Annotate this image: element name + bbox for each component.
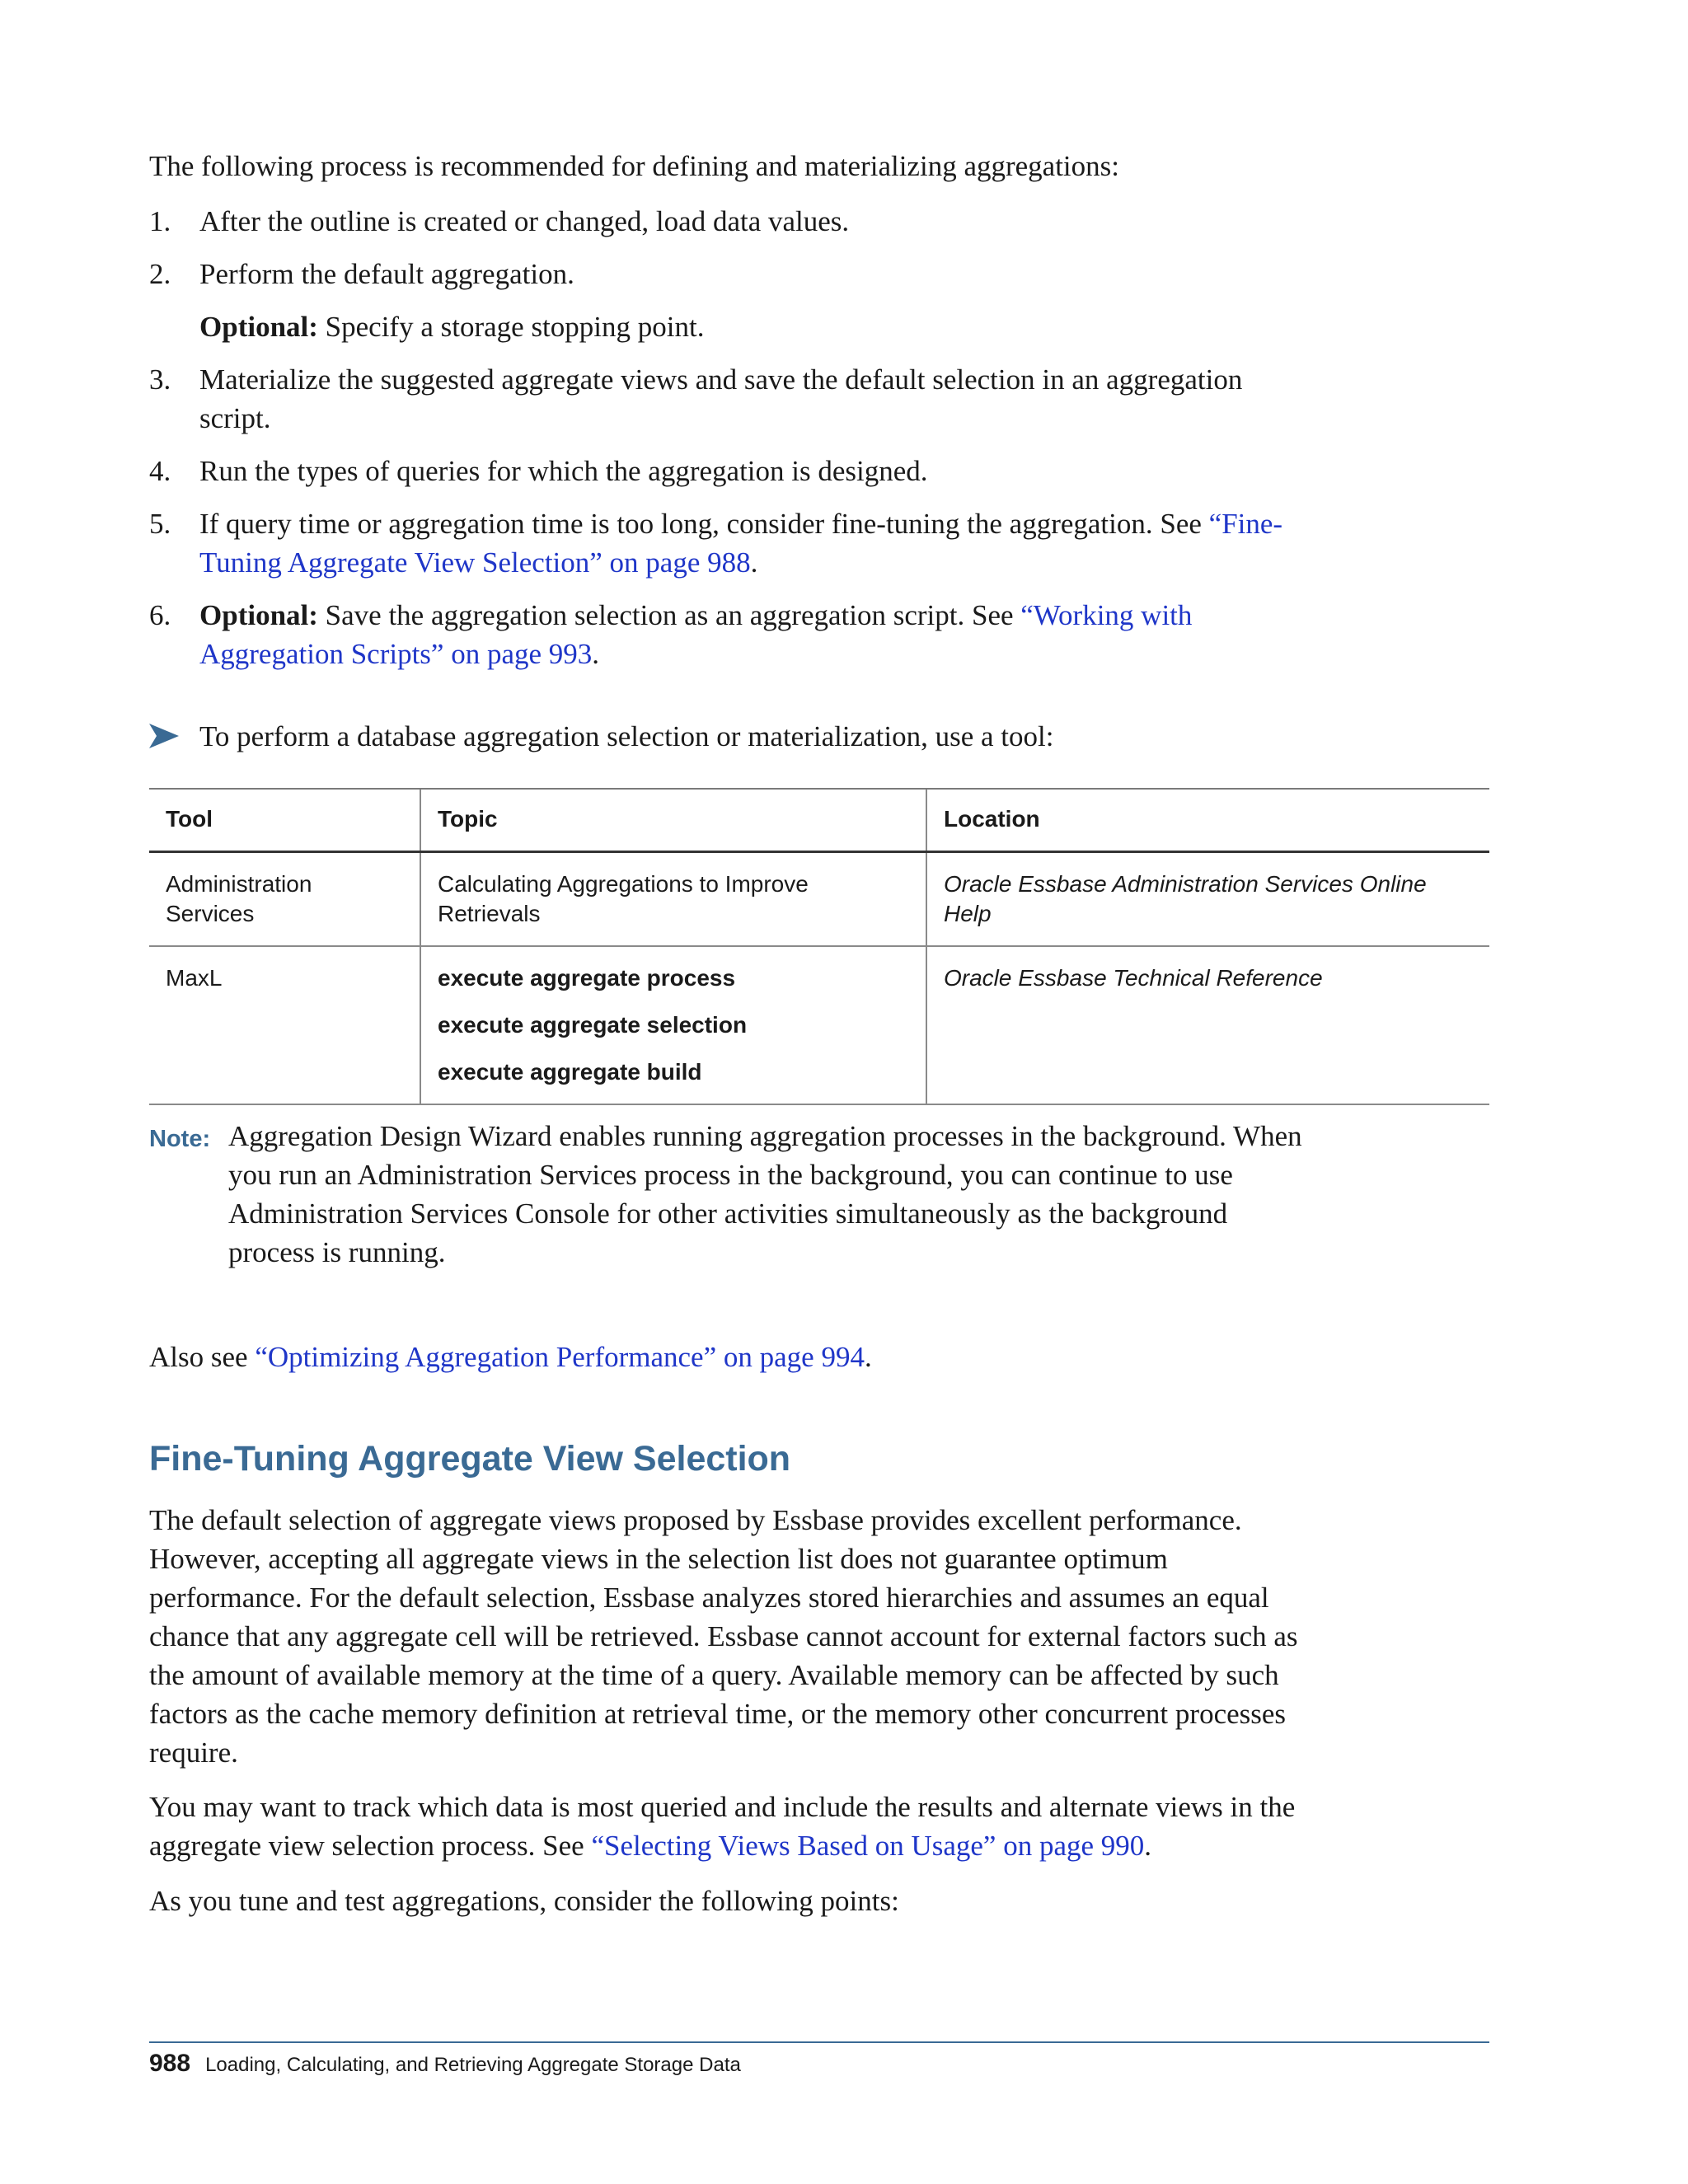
list-item [149, 504, 1320, 582]
maxl-command: execute aggregate process [438, 965, 736, 991]
column-header-topic: Topic [420, 789, 926, 852]
cell-tool: MaxL [149, 946, 420, 1104]
optional-substep [199, 307, 1320, 346]
list-item [149, 360, 1320, 438]
chapter-title: Loading, Calculating, and Retrieving Aggregate Storage Data [205, 2054, 741, 2076]
step-text: Save the aggregation selection as an aggregation script. See [317, 599, 1021, 631]
cell-location [926, 852, 1489, 947]
optimizing-performance-link[interactable]: “Optimizing Aggregation Performance” on page 994 [255, 1341, 865, 1373]
section-heading: Fine-Tuning Aggregate View Selection [149, 1439, 791, 1479]
table-header-row [149, 789, 1489, 852]
note-block [149, 1117, 1320, 1272]
note-text: Aggregation Design Wizard enables running aggregation processes in the background. When you run an Administration Services process in the background, you can continue to use Administration Services Console for other activities simultaneously as the background process is running. [228, 1120, 1302, 1268]
step-number: 2. [149, 258, 171, 290]
section-paragraph: As you tune and test aggregations, consider the following points: [149, 1885, 899, 1917]
step-number: 6. [149, 599, 171, 631]
note-label: Note: [149, 1126, 211, 1152]
step-text-end: . [750, 546, 758, 579]
step-number: 5. [149, 508, 171, 540]
table-row [149, 852, 1489, 947]
cell-tool: Administration Services [149, 852, 420, 947]
step-number: 1. [149, 205, 171, 237]
section-paragraph [149, 1788, 1320, 1865]
step-text: Run the types of queries for which the aggregation is designed. [199, 455, 928, 487]
selecting-views-link[interactable]: “Selecting Views Based on Usage” on page 990 [591, 1830, 1145, 1862]
column-header-tool: Tool [149, 789, 420, 852]
step-text: If query time or aggregation time is too long, consider fine-tuning the aggregation. See [199, 508, 1209, 540]
step-number: 4. [149, 455, 171, 487]
fine-tuning-link[interactable]: “Fine-Tuning Aggregate View Selection” on page 988 [199, 508, 1283, 579]
list-item [149, 596, 1320, 673]
step-text: Perform the default aggregation. [199, 258, 574, 290]
list-item [149, 255, 1320, 346]
arrow-right-icon [149, 724, 179, 748]
aggregation-scripts-link[interactable]: “Working with Aggregation Scripts” on page 993 [199, 599, 1193, 670]
step-number: 3. [149, 363, 171, 396]
table-row [149, 946, 1489, 1104]
also-see [149, 1338, 872, 1376]
paragraph-text-end: . [1144, 1830, 1152, 1862]
cell-topic: Calculating Aggregations to Improve Retrievals [420, 852, 926, 947]
location-text: Oracle Essbase Technical Reference [944, 965, 1323, 991]
section-paragraph: The default selection of aggregate views proposed by Essbase provides excellent performance. However, accepting all aggregate views in the selection list does not guarantee optimum performance. For the default selection, Essbase analyzes stored hierarchies and assumes an equal chance that any aggregate cell will be retrieved. Essbase cannot account for external factors such as the amount of available memory at the time of a query. Available memory can be affected by such factors as the cache memory definition at retrieval time, or the memory other concurrent processes require. [149, 1504, 1298, 1769]
page-footer [149, 2041, 1489, 2078]
maxl-command: execute aggregate selection [438, 1012, 748, 1038]
cell-topic [420, 946, 926, 1104]
tools-table [149, 788, 1489, 1105]
location-text: Oracle Essbase Administration Services Online Help [944, 871, 1427, 926]
optional-text: Specify a storage stopping point. [317, 311, 705, 343]
page-number: 988 [149, 2050, 191, 2077]
procedure-intro [149, 717, 1386, 756]
paragraph-text: You may want to track which data is most queried and include the results and alternate views in the aggregate view selection process. See [149, 1791, 1296, 1862]
intro-text: The following process is recommended for defining and materializing aggregations: [149, 150, 1119, 182]
optional-label: Optional: [199, 599, 318, 631]
also-see-suffix: . [864, 1341, 872, 1373]
steps-list [149, 202, 1320, 687]
step-text-end: . [592, 638, 600, 670]
procedure-text: To perform a database aggregation selection or materialization, use a tool: [199, 720, 1054, 752]
column-header-location: Location [926, 789, 1489, 852]
cell-location [926, 946, 1489, 1104]
step-text: Materialize the suggested aggregate views and save the default selection in an aggregation script. [199, 363, 1243, 434]
list-item [149, 202, 1320, 241]
also-see-prefix: Also see [149, 1341, 256, 1373]
maxl-command: execute aggregate build [438, 1059, 702, 1085]
list-item [149, 452, 1320, 490]
optional-label: Optional: [199, 311, 318, 343]
step-text: After the outline is created or changed, load data values. [199, 205, 850, 237]
